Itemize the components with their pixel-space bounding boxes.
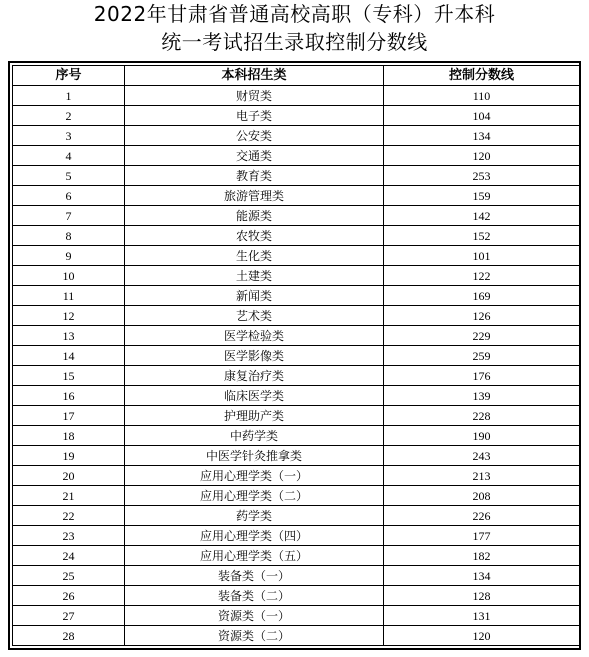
row-category: 交通类	[125, 146, 384, 166]
table-row	[13, 506, 580, 526]
row-index: 20	[13, 466, 125, 486]
table-row	[13, 346, 580, 366]
row-index: 23	[13, 526, 125, 546]
row-index: 4	[13, 146, 125, 166]
row-score: 190	[384, 426, 580, 446]
table-row	[13, 486, 580, 506]
row-index: 22	[13, 506, 125, 526]
row-category: 临床医学类	[125, 386, 384, 406]
row-score: 229	[384, 326, 580, 346]
row-category: 能源类	[125, 206, 384, 226]
row-category: 护理助产类	[125, 406, 384, 426]
row-index: 7	[13, 206, 125, 226]
row-index: 19	[13, 446, 125, 466]
row-index: 14	[13, 346, 125, 366]
row-score: 259	[384, 346, 580, 366]
row-category: 应用心理学类（二）	[125, 486, 384, 506]
row-score: 101	[384, 246, 580, 266]
score-table-frame	[8, 61, 581, 650]
row-index: 21	[13, 486, 125, 506]
row-index: 1	[13, 86, 125, 106]
row-category: 应用心理学类（四）	[125, 526, 384, 546]
row-score: 208	[384, 486, 580, 506]
table-row	[13, 426, 580, 446]
page-title: 2022年甘肃省普通高校高职（专科）升本科	[93, 2, 496, 26]
table-row	[13, 386, 580, 406]
table-row	[13, 86, 580, 106]
row-score: 243	[384, 446, 580, 466]
table-row	[13, 226, 580, 246]
row-index: 3	[13, 126, 125, 146]
row-index: 5	[13, 166, 125, 186]
row-score: 131	[384, 606, 580, 626]
row-category: 装备类（一）	[125, 566, 384, 586]
row-category: 电子类	[125, 106, 384, 126]
table-header-row	[13, 66, 580, 86]
row-category: 应用心理学类（五）	[125, 546, 384, 566]
table-row	[13, 626, 580, 646]
table-row	[13, 306, 580, 326]
row-score: 159	[384, 186, 580, 206]
row-score: 134	[384, 566, 580, 586]
row-score: 139	[384, 386, 580, 406]
row-index: 12	[13, 306, 125, 326]
table-row	[13, 106, 580, 126]
row-category: 医学影像类	[125, 346, 384, 366]
table-row	[13, 366, 580, 386]
row-score: 176	[384, 366, 580, 386]
row-score: 226	[384, 506, 580, 526]
table-row	[13, 206, 580, 226]
row-index: 13	[13, 326, 125, 346]
header-score: 控制分数线	[384, 66, 580, 86]
row-score: 120	[384, 146, 580, 166]
row-score: 134	[384, 126, 580, 146]
row-category: 新闻类	[125, 286, 384, 306]
row-score: 126	[384, 306, 580, 326]
row-category: 装备类（二）	[125, 586, 384, 606]
table-row	[13, 406, 580, 426]
row-category: 教育类	[125, 166, 384, 186]
score-table	[12, 65, 580, 646]
row-category: 公安类	[125, 126, 384, 146]
row-category: 艺术类	[125, 306, 384, 326]
row-score: 152	[384, 226, 580, 246]
row-index: 8	[13, 226, 125, 246]
row-score: 120	[384, 626, 580, 646]
row-category: 医学检验类	[125, 326, 384, 346]
row-category: 旅游管理类	[125, 186, 384, 206]
table-body	[13, 86, 580, 646]
row-score: 182	[384, 546, 580, 566]
row-index: 27	[13, 606, 125, 626]
row-index: 18	[13, 426, 125, 446]
table-row	[13, 186, 580, 206]
table-row	[13, 146, 580, 166]
row-index: 15	[13, 366, 125, 386]
row-category: 中医学针灸推拿类	[125, 446, 384, 466]
row-index: 2	[13, 106, 125, 126]
row-index: 6	[13, 186, 125, 206]
row-category: 中药学类	[125, 426, 384, 446]
row-score: 213	[384, 466, 580, 486]
row-index: 26	[13, 586, 125, 606]
table-row	[13, 466, 580, 486]
table-row	[13, 446, 580, 466]
header-category: 本科招生类	[125, 66, 384, 86]
row-score: 110	[384, 86, 580, 106]
row-index: 28	[13, 626, 125, 646]
row-score: 177	[384, 526, 580, 546]
row-category: 生化类	[125, 246, 384, 266]
row-category: 康复治疗类	[125, 366, 384, 386]
table-row	[13, 166, 580, 186]
row-index: 9	[13, 246, 125, 266]
table-row	[13, 266, 580, 286]
row-category: 土建类	[125, 266, 384, 286]
row-index: 11	[13, 286, 125, 306]
row-category: 资源类（一）	[125, 606, 384, 626]
row-index: 25	[13, 566, 125, 586]
row-index: 10	[13, 266, 125, 286]
row-category: 应用心理学类（一）	[125, 466, 384, 486]
row-category: 农牧类	[125, 226, 384, 246]
row-score: 253	[384, 166, 580, 186]
table-row	[13, 326, 580, 346]
row-index: 24	[13, 546, 125, 566]
row-score: 128	[384, 586, 580, 606]
row-index: 16	[13, 386, 125, 406]
header-index: 序号	[13, 66, 125, 86]
row-category: 财贸类	[125, 86, 384, 106]
row-score: 122	[384, 266, 580, 286]
table-row	[13, 286, 580, 306]
row-score: 228	[384, 406, 580, 426]
row-category: 药学类	[125, 506, 384, 526]
table-row	[13, 126, 580, 146]
page-subtitle: 统一考试招生录取控制分数线	[161, 30, 428, 54]
row-category: 资源类（二）	[125, 626, 384, 646]
table-row	[13, 566, 580, 586]
table-row	[13, 546, 580, 566]
row-score: 169	[384, 286, 580, 306]
table-row	[13, 526, 580, 546]
table-row	[13, 246, 580, 266]
table-row	[13, 586, 580, 606]
row-score: 104	[384, 106, 580, 126]
row-index: 17	[13, 406, 125, 426]
row-score: 142	[384, 206, 580, 226]
table-row	[13, 606, 580, 626]
